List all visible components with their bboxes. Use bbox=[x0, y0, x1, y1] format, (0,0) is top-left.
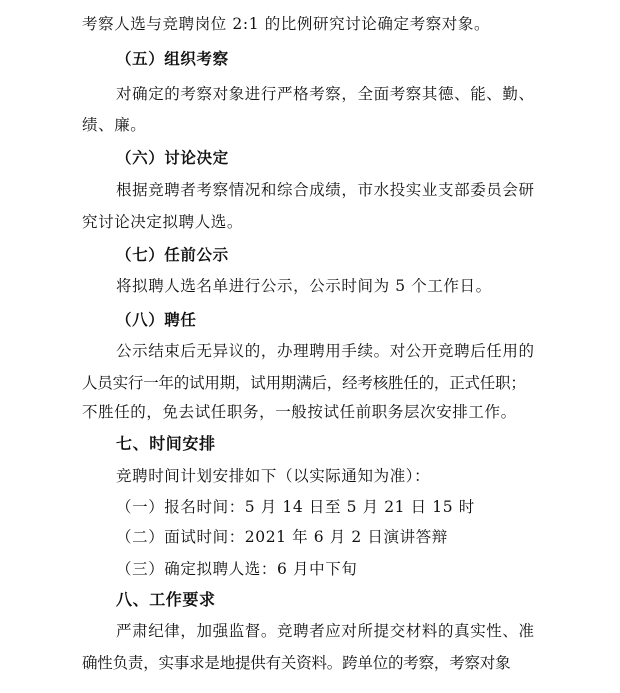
schedule-item-1: （一）报名时间：5 月 14 日至 5 月 21 日 15 时 bbox=[116, 498, 475, 516]
body-line: 严肃纪律，加强监督。竞聘者应对所提交材料的真实性、准 bbox=[116, 622, 535, 640]
section-heading-5: （五）组织考察 bbox=[116, 49, 229, 68]
chapter-heading-7: 七、时间安排 bbox=[116, 434, 216, 453]
body-line: 根据竞聘者考察情况和综合成绩，市水投实业支部委员会研 bbox=[116, 181, 535, 199]
body-line: 确性负责，实事求是地提供有关资料。跨单位的考察，考察对象 bbox=[82, 654, 511, 672]
body-line: 公示结束后无异议的，办理聘用手续。对公开竞聘后任用的 bbox=[116, 342, 535, 360]
section-heading-7: （七）任前公示 bbox=[116, 245, 229, 264]
body-line: 对确定的考察对象进行严格考察，全面考察其德、能、勤、 bbox=[116, 85, 535, 103]
body-line: 竞聘时间计划安排如下（以实际通知为准）： bbox=[116, 467, 431, 485]
body-line: 不胜任的，免去试任职务，一般按试任前职务层次安排工作。 bbox=[82, 403, 517, 421]
body-line: 将拟聘人选名单进行公示，公示时间为 5 个工作日。 bbox=[116, 277, 492, 295]
body-line: 人员实行一年的试用期，试用期满后，经考核胜任的，正式任职； bbox=[82, 374, 526, 392]
schedule-item-3: （三）确定拟聘人选：6 月中下旬 bbox=[116, 560, 358, 578]
body-line: 绩、廉。 bbox=[82, 116, 147, 134]
section-heading-8: （八）聘任 bbox=[116, 310, 197, 329]
section-heading-6: （六）讨论决定 bbox=[116, 148, 229, 167]
chapter-heading-8: 八、工作要求 bbox=[116, 590, 216, 609]
schedule-item-2: （二）面试时间：2021 年 6 月 2 日演讲答辩 bbox=[116, 528, 448, 546]
body-line: 考察人选与竞聘岗位 2:1 的比例研究讨论确定考察对象。 bbox=[82, 15, 491, 33]
body-line: 究讨论决定拟聘人选。 bbox=[82, 213, 244, 231]
